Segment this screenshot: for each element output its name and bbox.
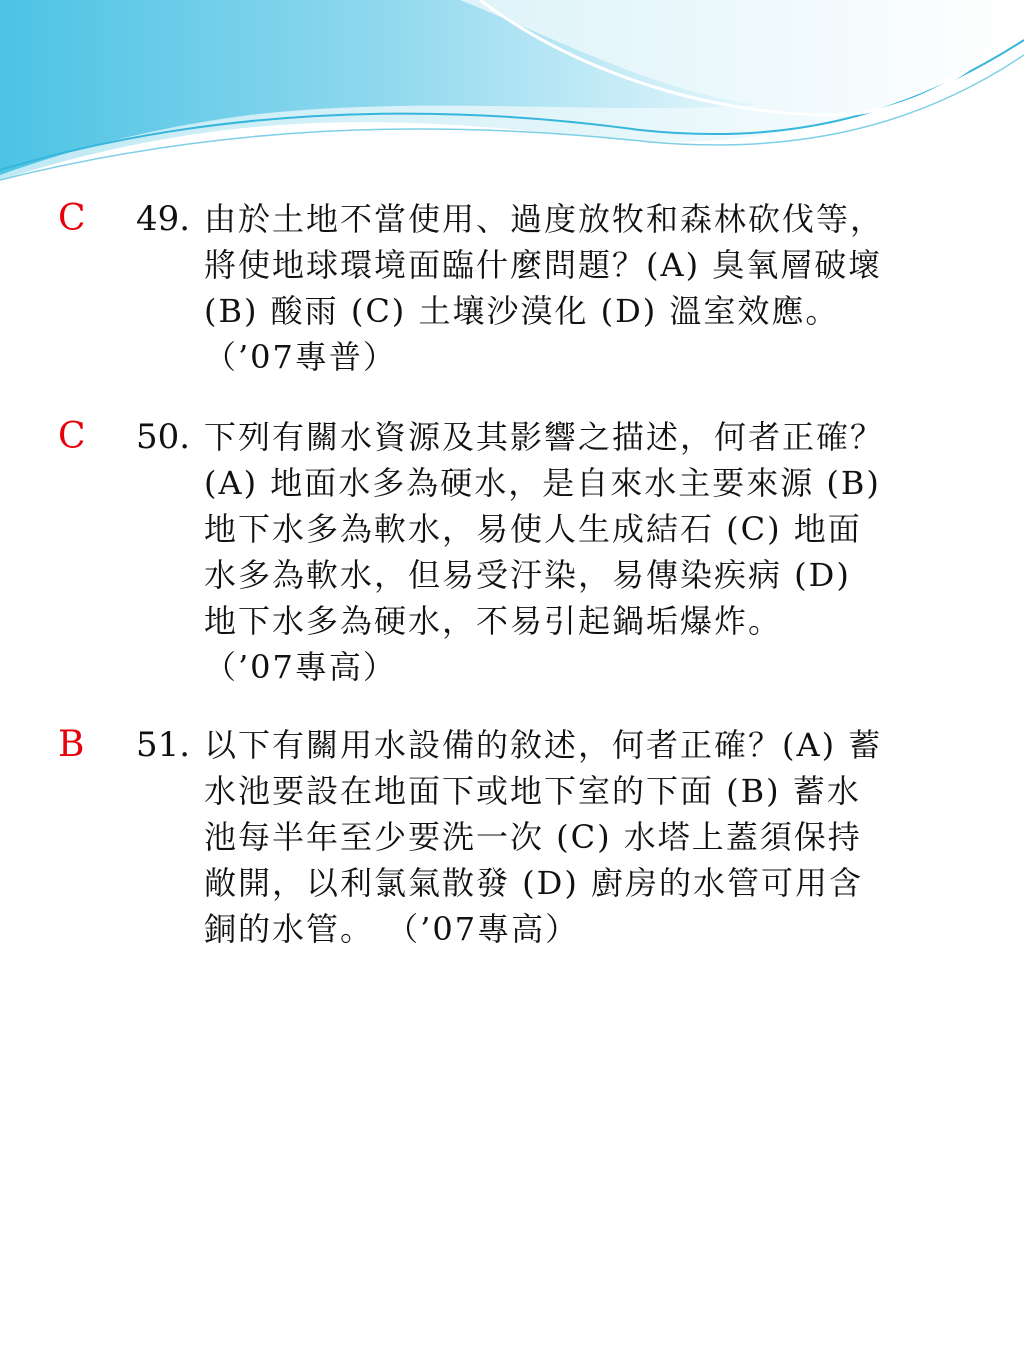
question-number: 50. xyxy=(136,417,191,457)
question-line: 敞開，以利氯氣散發 (D) 廚房的水管可用含 xyxy=(204,864,863,902)
question-line: 水多為軟水，但易受汙染，易傳染疾病 (D) xyxy=(204,556,851,594)
answer-key: C xyxy=(58,198,86,239)
question-line: 由於土地不當使用、過度放牧和森林砍伐等， xyxy=(204,200,885,238)
question-line: (A) 地面水多為硬水，是自來水主要來源 (B) xyxy=(204,464,881,502)
question-text xyxy=(204,196,984,380)
question-source: （’07專高） xyxy=(204,648,397,686)
header-wave-decoration xyxy=(0,0,1024,200)
question-source: （’07專普） xyxy=(204,338,397,376)
question-text xyxy=(204,722,984,952)
question-line: 銅的水管。 （’07專高） xyxy=(204,910,580,948)
question-line: 下列有關水資源及其影響之描述，何者正確？ xyxy=(204,418,885,456)
question-line: 水池要設在地面下或地下室的下面 (B) 蓄水 xyxy=(204,772,861,810)
question-line: 池每半年至少要洗一次 (C) 水塔上蓋須保持 xyxy=(204,818,862,856)
question-number: 49. xyxy=(136,199,191,239)
answer-key: C xyxy=(58,416,86,457)
answer-key: B xyxy=(58,724,85,765)
question-line: 地下水多為硬水，不易引起鍋垢爆炸。 xyxy=(204,602,783,640)
question-line: 以下有關用水設備的敘述，何者正確？(A) 蓄 xyxy=(204,726,883,764)
question-text xyxy=(204,414,984,690)
question-number: 51. xyxy=(136,725,191,765)
question-line: (B) 酸雨 (C) 土壤沙漠化 (D) 溫室效應。 xyxy=(204,292,840,330)
question-line: 地下水多為軟水，易使人生成結石 (C) 地面 xyxy=(204,510,862,548)
question-line: 將使地球環境面臨什麼問題？(A) 臭氧層破壞 xyxy=(204,246,883,284)
